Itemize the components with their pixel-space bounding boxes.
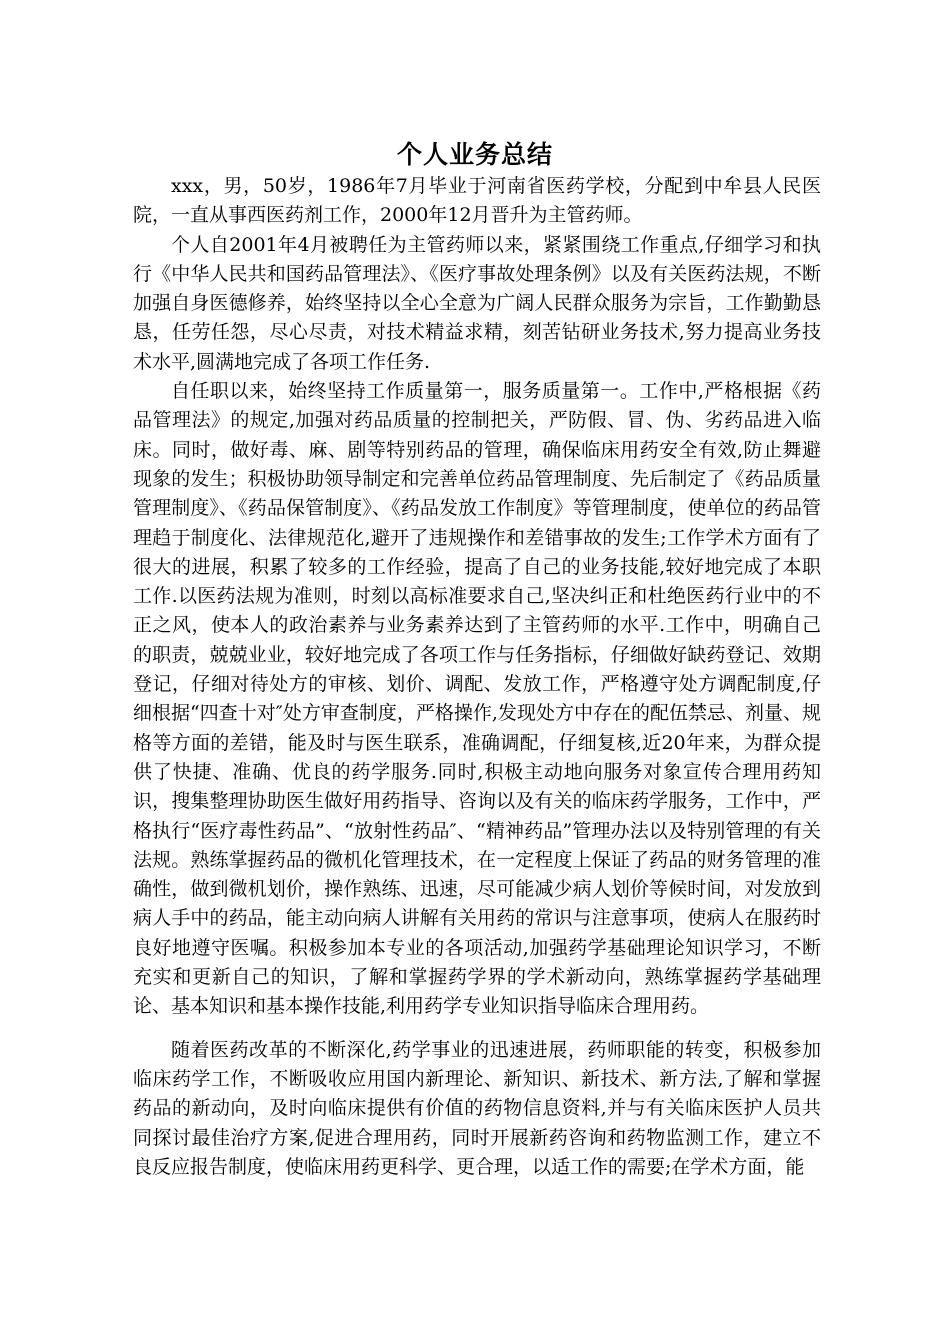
paragraph-work-quality: 自任职以来，始终坚持工作质量第一，服务质量第一。工作中,严格根据《药品管理法》的规定,加强对药品质量的控制把关，严防假、冒、伪、劣药品进入临床。同时，做好毒、麻、剧等特别药品的管理，确保临床用药安全有效,防止舞避现象的发生；积极协助领导制定和完善单位药品管理制度、先后制定了《药品质量管理制度》、《药品保管制度》、《药品发放工作制度》等管理制度，使单位的药品管理趋于制度化、法律规范化,避开了违规操作和差错事故的发生;工作学术方面有了很大的进展，积累了较多的工作经验，提高了自己的业务技能,较好地完成了本职工作.以医药法规为准则，时刻以高标准要求自己,坚决纠正和杜绝医药行业中的不正之风，使本人的政治素养与业务素养达到了主管药师的水平.工作中，明确自己的职责，兢兢业业，较好地完成了各项工作与任务指标，仔细做好缺药登记、效期登记，仔细对待处方的审核、划价、调配、发放工作，严格遵守处方调配制度,仔细根据“四查十对″处方审查制度，严格操作,发现处方中存在的配伍禁忌、剂量、规格等方面的差错，能及时与医生联系，准确调配，仔细复核,近20年来，为群众提供了快捷、准确、优良的药学服务.同时,积极主动地向服务对象宣传合理用药知识，搜集整理协助医生做好用药指导、咨询以及有关的临床药学服务，工作中，严格执行“医疗毒性药品”、“放射性药品″、“精神药品”管理办法以及特别管理的有关法规。熟练掌握药品的微机化管理技术，在一定程度上保证了药品的财务管理的准确性，做到微机划价，操作熟练、迅速，尽可能减少病人划价等候时间，对发放到病人手中的药品，能主动向病人讲解有关用药的常识与注意事项，使病人在服药时良好地遵守医嘱。积极参加本专业的各项活动,加强药学基础理论知识学习，不断充实和更新自己的知识，了解和掌握药学界的学术新动向，熟练掌握药学基础理论、基本知识和基本操作技能,利用药学专业知识指导临床合理用药。 [133,380,821,1018]
paragraph-intro: xxx，男，50岁，1986年7月毕业于河南省医药学校，分配到中牟县人民医院，一直从事西医药剂工作，2000年12月晋升为主管药师。 [133,175,821,227]
document-title: 个人业务总结 [396,140,553,169]
document-body [133,172,821,1182]
paragraph-medical-reform: 随着医药改革的不断深化,药学事业的迅速进展，药师职能的转变，积极参加临床药学工作，不断吸收应用国内新理论、新知识、新技术、新方法,了解和掌握药品的新动向，及时向临床提供有价值的药物信息资料,并与有关临床医护人员共同探讨最佳治疗方案,促进合理用药，同时开展新药咨询和药物监测工作，建立不良反应报告制度，使临床用药更科学、更合理，以适工作的需要;在学术方面，能 [133,1038,821,1178]
paragraph-since-appointment: 个人自2001年4月被聘任为主管药师以来，紧紧围绕工作重点,仔细学习和执行《中华人民共和国药品管理法》、《医疗事故处理条例》以及有关医药法规，不断加强自身医德修养，始终坚持以全心全意为广阔人民群众服务为宗旨，工作勤勤恳恳，任劳任怨，尽心尽责，对技术精益求精，刻苦钻研业务技术,努力提高业务技术水平,圆满地完成了各项工作任务. [133,233,821,373]
